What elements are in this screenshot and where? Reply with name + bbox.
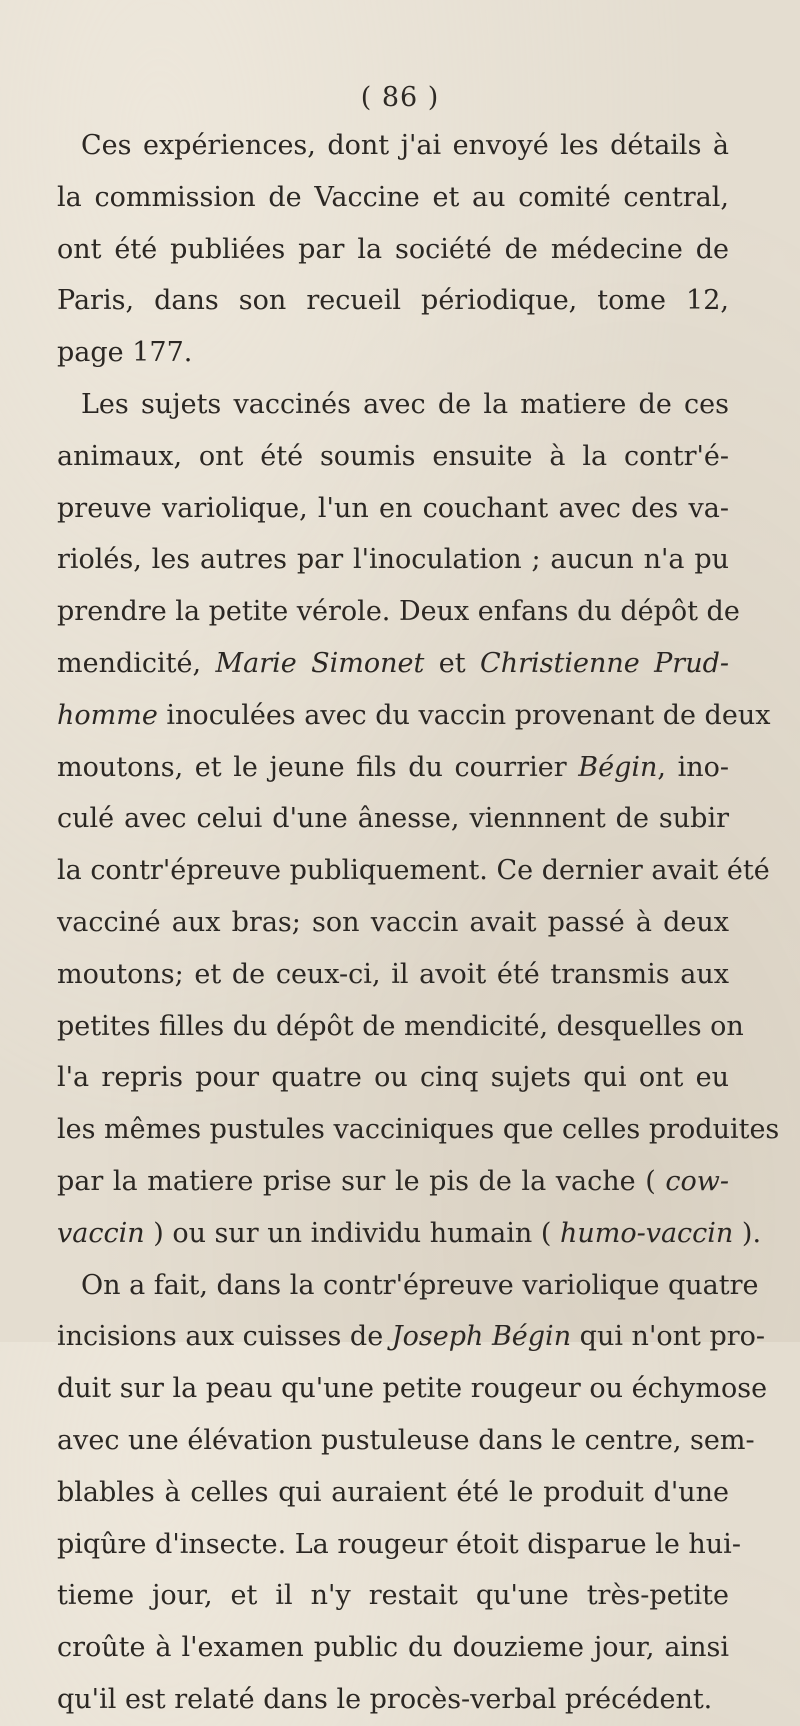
text-span: vacciné aux bras; son vaccin avait passé à deux [57, 906, 729, 938]
text-line [57, 1001, 744, 1053]
text-line [57, 1467, 729, 1519]
text-span: petites filles du dépôt de mendicité, desquelles on [57, 1010, 744, 1042]
text-span: inoculées avec du vaccin provenant de deux [157, 699, 771, 731]
text-span: incisions aux cuisses de [57, 1321, 392, 1353]
text-span: ) ou sur un individu humain ( [144, 1217, 560, 1249]
text-line [57, 1415, 755, 1467]
text-span: , ino- [657, 751, 729, 783]
italic-text: Joseph Bégin [391, 1321, 572, 1353]
text-line [57, 1208, 762, 1260]
text-span: ). [733, 1217, 762, 1249]
text-line [57, 1363, 768, 1415]
text-line [57, 327, 729, 379]
text-span: prendre la petite vérole. Deux enfans du dépôt de [57, 596, 740, 628]
text-line [57, 742, 729, 794]
text-span: tieme jour, et il n'y restait qu'une très-petite [57, 1580, 729, 1612]
text-span: avec une élévation pustuleuse dans le centre, sem- [57, 1424, 755, 1456]
text-line [57, 586, 740, 638]
text-span: animaux, ont été soumis ensuite à la contr'é- [57, 440, 729, 472]
text-span: Ces expériences, dont j'ai envoyé les détails à [81, 130, 729, 161]
text-line [57, 845, 770, 897]
text-span: l'a repris pour quatre ou cinq sujets qui ont eu [57, 1062, 729, 1094]
text-span: culé avec celui d'une ânesse, viennnent de subir [57, 803, 729, 835]
italic-text: vaccin [57, 1217, 145, 1249]
text-span: preuve variolique, l'un en couchant avec des va- [57, 492, 729, 524]
text-line [57, 379, 729, 431]
text-span: moutons, et le jeune fils du courrier [57, 751, 579, 783]
italic-text: Bégin [578, 751, 658, 783]
text-span: mendicité, [57, 647, 216, 679]
text-line [57, 483, 729, 535]
text-line [57, 638, 729, 690]
text-span: et [424, 647, 481, 679]
text-line [57, 534, 729, 586]
text-span: riolés, les autres par l'inoculation ; aucun n'a pu [57, 544, 729, 576]
text-line [57, 1622, 729, 1674]
text-span: Les sujets vaccinés avec de la matiere de ces [81, 388, 729, 420]
text-line [57, 1570, 729, 1622]
text-span: la contr'épreuve publiquement. Ce dernier avait été [57, 855, 770, 887]
text-line [57, 1519, 741, 1571]
text-line [57, 431, 729, 483]
text-line [57, 1260, 759, 1312]
italic-text: homme [57, 699, 158, 731]
text-line [57, 275, 729, 327]
text-span: piqûre d'insecte. La rougeur étoit disparue le hui- [57, 1528, 741, 1560]
text-span: On a fait, dans la contr'épreuve variolique quatre [81, 1269, 759, 1301]
text-span: blables à celles qui auraient été le produit d'une [57, 1476, 729, 1508]
text-span: Paris, dans son recueil périodique, tome 12, [57, 285, 729, 317]
text-span: croûte à l'examen public du douzieme jour, ainsi [57, 1632, 729, 1664]
italic-text: cow- [665, 1165, 729, 1197]
body-text [57, 120, 780, 1726]
text-span: les mêmes pustules vacciniques que celles produites [57, 1114, 780, 1146]
italic-text: Christienne Prud- [480, 647, 729, 679]
text-line [57, 120, 729, 172]
text-line [57, 1674, 729, 1726]
italic-text: humo-vaccin [559, 1217, 734, 1249]
text-line [57, 1311, 766, 1363]
italic-text: Marie Simonet [215, 647, 425, 679]
text-span: qu'il est relaté dans le procès-verbal précédent. [57, 1683, 713, 1715]
page-number: ( 86 ) [360, 82, 440, 113]
text-line [57, 172, 729, 224]
text-span: duit sur la peau qu'une petite rougeur ou échymose [57, 1373, 768, 1405]
text-span: la commission de Vaccine et au comité central, [57, 181, 729, 213]
text-line [57, 690, 771, 742]
text-line [57, 1104, 780, 1156]
text-line [57, 793, 729, 845]
text-span: qui n'ont pro- [571, 1321, 766, 1353]
text-line [57, 1156, 729, 1208]
text-span: moutons; et de ceux-ci, il avoit été transmis aux [57, 958, 729, 990]
text-line [57, 1052, 729, 1104]
text-line [57, 949, 729, 1001]
text-line [57, 897, 729, 949]
text-span: page 177. [57, 337, 193, 369]
text-line [57, 224, 729, 276]
text-span: ont été publiées par la société de médecine de [57, 233, 729, 265]
text-span: par la matiere prise sur le pis de la vache ( [57, 1165, 666, 1197]
